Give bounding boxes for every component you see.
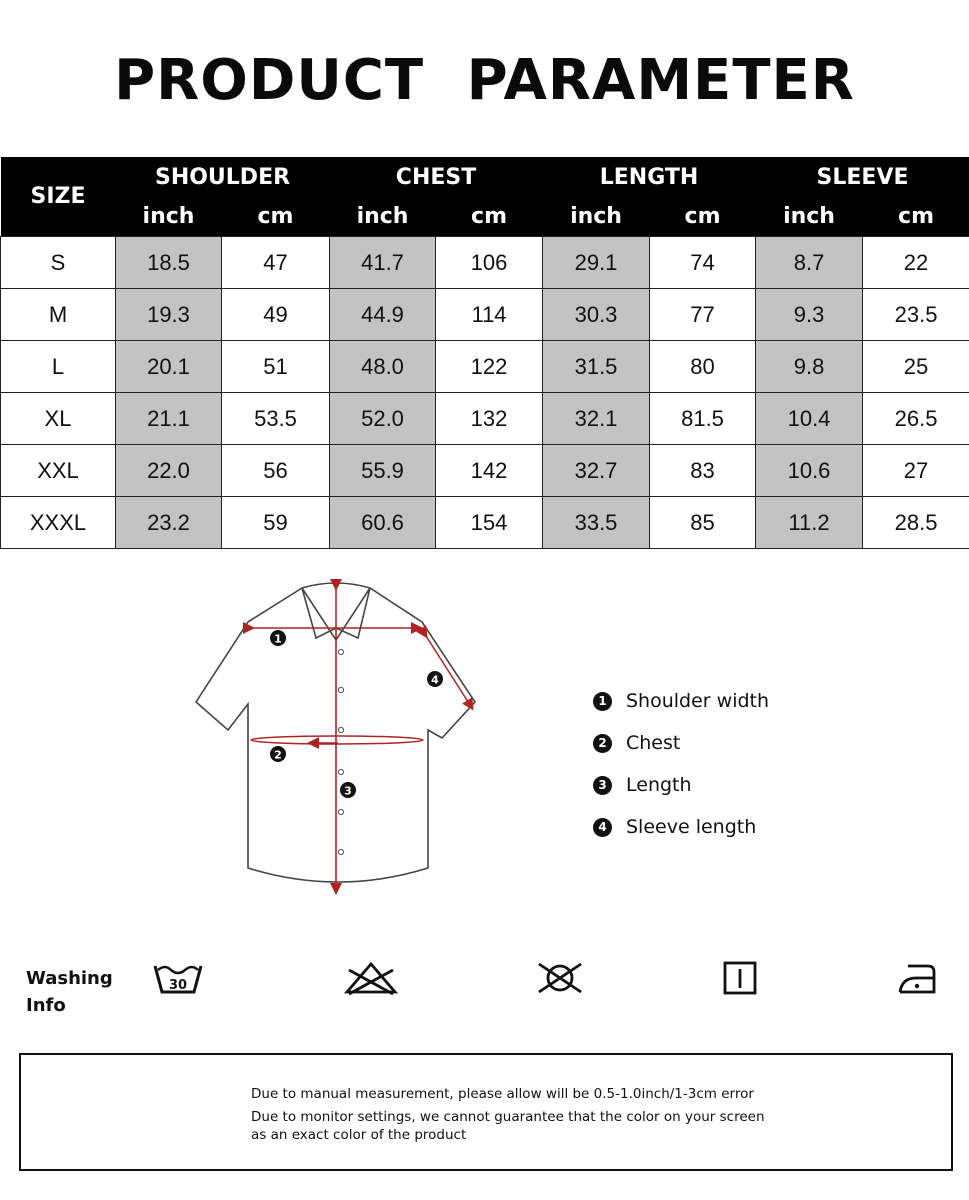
group-header-shoulder: SHOULDER — [116, 157, 330, 197]
table-cell: 74 — [650, 237, 756, 289]
marker-2 — [270, 746, 286, 762]
legend-label: Shoulder width — [626, 690, 770, 712]
size-cell: XXXL — [1, 497, 116, 549]
size-cell: L — [1, 341, 116, 393]
table-cell: 28.5 — [863, 497, 969, 549]
group-header-sleeve: SLEEVE — [756, 157, 969, 197]
table-cell: 122 — [436, 341, 543, 393]
shirt-diagram — [190, 578, 485, 900]
table-cell: 31.5 — [543, 341, 650, 393]
table-cell: 25 — [863, 341, 969, 393]
table-cell: 53.5 — [222, 393, 330, 445]
size-cell: XXL — [1, 445, 116, 497]
table-cell: 33.5 — [543, 497, 650, 549]
unit-header: inch — [116, 197, 222, 237]
svg-text:1: 1 — [274, 632, 282, 646]
table-cell: 55.9 — [330, 445, 436, 497]
table-cell: 22 — [863, 237, 969, 289]
legend-number: 1 — [593, 692, 612, 711]
table-cell: 59 — [222, 497, 330, 549]
table-cell: 9.3 — [756, 289, 863, 341]
table-cell: 85 — [650, 497, 756, 549]
legend-number: 2 — [593, 734, 612, 753]
size-cell: XL — [1, 393, 116, 445]
legend-label: Length — [626, 774, 692, 796]
no-bleach-icon — [343, 960, 399, 996]
unit-header: cm — [222, 197, 330, 237]
table-cell: 22.0 — [116, 445, 222, 497]
unit-header: inch — [543, 197, 650, 237]
wash-30-icon — [152, 960, 204, 996]
table-cell: 48.0 — [330, 341, 436, 393]
group-header-length: LENGTH — [543, 157, 756, 197]
no-tumble-dry-icon — [535, 958, 585, 998]
marker-4 — [427, 671, 443, 687]
unit-header: cm — [863, 197, 969, 237]
table-cell: 26.5 — [863, 393, 969, 445]
table-cell: 29.1 — [543, 237, 650, 289]
table-cell: 8.7 — [756, 237, 863, 289]
table-cell: 56 — [222, 445, 330, 497]
measurement-legend — [593, 680, 769, 848]
table-cell: 142 — [436, 445, 543, 497]
size-cell: S — [1, 237, 116, 289]
legend-item — [593, 806, 769, 848]
group-header-chest: CHEST — [330, 157, 543, 197]
table-row — [1, 445, 969, 497]
table-row — [1, 237, 969, 289]
table-cell: 10.6 — [756, 445, 863, 497]
washing-label-line1: Washing — [26, 968, 113, 989]
unit-header: cm — [650, 197, 756, 237]
table-cell: 114 — [436, 289, 543, 341]
unit-header: inch — [756, 197, 863, 237]
table-cell: 23.2 — [116, 497, 222, 549]
table-cell: 27 — [863, 445, 969, 497]
table-row — [1, 497, 969, 549]
size-chart-table — [0, 157, 969, 549]
disclaimer-line: Due to manual measurement, please allow will be 0.5-1.0inch/1-3cm error — [251, 1086, 754, 1102]
table-cell: 81.5 — [650, 393, 756, 445]
table-cell: 32.7 — [543, 445, 650, 497]
size-cell: M — [1, 289, 116, 341]
washing-label-line2: Info — [26, 995, 66, 1016]
table-cell: 11.2 — [756, 497, 863, 549]
svg-text:3: 3 — [344, 784, 352, 798]
table-cell: 49 — [222, 289, 330, 341]
table-cell: 18.5 — [116, 237, 222, 289]
table-cell: 106 — [436, 237, 543, 289]
table-cell: 60.6 — [330, 497, 436, 549]
table-cell: 32.1 — [543, 393, 650, 445]
page-title: PRODUCT PARAMETER — [114, 48, 855, 113]
table-cell: 77 — [650, 289, 756, 341]
table-cell: 23.5 — [863, 289, 969, 341]
iron-low-icon — [896, 960, 938, 996]
washing-info-label — [26, 965, 113, 1019]
unit-header: inch — [330, 197, 436, 237]
table-cell: 19.3 — [116, 289, 222, 341]
marker-1 — [270, 630, 286, 646]
legend-number: 4 — [593, 818, 612, 837]
legend-label: Chest — [626, 732, 681, 754]
table-row — [1, 289, 969, 341]
table-cell: 80 — [650, 341, 756, 393]
table-cell: 41.7 — [330, 237, 436, 289]
legend-item — [593, 680, 769, 722]
table-cell: 154 — [436, 497, 543, 549]
legend-label: Sleeve length — [626, 816, 757, 838]
table-cell: 30.3 — [543, 289, 650, 341]
table-cell: 20.1 — [116, 341, 222, 393]
legend-item — [593, 722, 769, 764]
disclaimer-line: Due to monitor settings, we cannot guarantee that the color on your screen — [251, 1109, 765, 1125]
table-cell: 47 — [222, 237, 330, 289]
unit-header: cm — [436, 197, 543, 237]
table-cell: 83 — [650, 445, 756, 497]
table-cell: 52.0 — [330, 393, 436, 445]
marker-3 — [340, 782, 356, 798]
table-cell: 9.8 — [756, 341, 863, 393]
disclaimer-line: as an exact color of the product — [251, 1127, 467, 1143]
table-row — [1, 341, 969, 393]
line-dry-icon — [722, 960, 758, 996]
legend-number: 3 — [593, 776, 612, 795]
svg-text:30: 30 — [168, 978, 188, 993]
table-cell: 132 — [436, 393, 543, 445]
table-cell: 21.1 — [116, 393, 222, 445]
svg-text:2: 2 — [274, 748, 282, 762]
table-cell: 51 — [222, 341, 330, 393]
size-header: SIZE — [1, 157, 116, 237]
disclaimer-box — [19, 1053, 953, 1171]
table-cell: 44.9 — [330, 289, 436, 341]
svg-text:4: 4 — [431, 673, 439, 687]
table-cell: 10.4 — [756, 393, 863, 445]
table-row — [1, 393, 969, 445]
legend-item — [593, 764, 769, 806]
